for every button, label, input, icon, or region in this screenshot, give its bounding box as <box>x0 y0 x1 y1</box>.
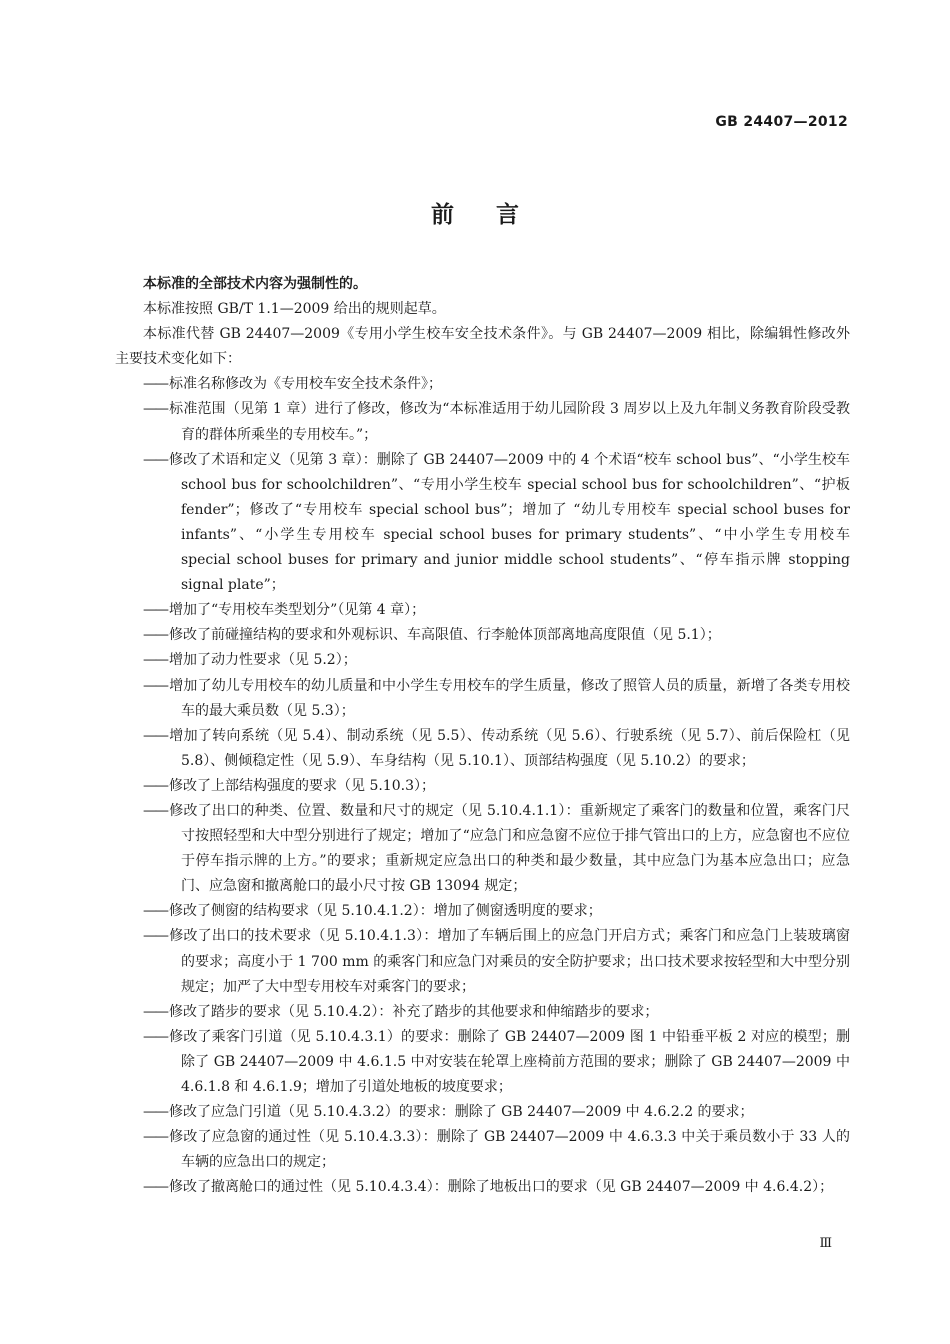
change-item-text: 修改了侧窗的结构要求（见 5.10.4.1.2）：增加了侧窗透明度的要求； <box>169 903 602 920</box>
change-item-text: 修改了前碰撞结构的要求和外观标识、车高限值、行李舱体顶部离地高度限值（见 5.1）； <box>169 627 721 644</box>
change-item-text: 标准名称修改为《专用校车安全技术条件》； <box>169 376 442 393</box>
change-item-text: 增加了动力性要求（见 5.2）； <box>169 652 357 669</box>
dash-marker: —— <box>143 376 167 393</box>
dash-marker: —— <box>143 802 167 819</box>
standard-code: GB 24407—2012 <box>715 114 848 130</box>
page-title: 前言 <box>431 202 561 228</box>
change-item <box>115 623 850 648</box>
change-item <box>115 1175 850 1200</box>
dash-marker: —— <box>143 1028 167 1045</box>
change-item <box>115 1125 850 1175</box>
change-item-text: 修改了乘客门引道（见 5.10.4.3.1）的要求：删除了 GB 24407—2009 图 1 中铅垂平板 2 对应的模型；删除了 GB 24407—2009 中 4.6.1.5 中对安装在轮罩上座椅前方范围的要求；删除了 GB 24407—2009 中 4.6.1.8 和 4.6.1.9；增加了引道处地板的坡度要求； <box>169 1028 850 1095</box>
change-item-text: 修改了踏步的要求（见 5.10.4.2）：补充了踏步的其他要求和伸缩踏步的要求； <box>169 1003 659 1020</box>
change-item-text: 修改了出口的种类、位置、数量和尺寸的规定（见 5.10.4.1.1）：重新规定了乘客门的数量和位置，乘客门尺寸按照轻型和大中型分别进行了规定；增加了“应急门和应急窗不应位于排气管出口的上方，应急窗也不应位于停车指示牌的上方。”的要求；重新规定应急出口的种类和最少数量，其中应急门为基本应急出口；应急门、应急窗和撤离舱口的最小尺寸按 GB 13094 规定； <box>169 802 850 895</box>
change-item-text: 修改了应急窗的通过性（见 5.10.4.3.3）：删除了 GB 24407—2009 中 4.6.3.3 中关于乘员数小于 33 人的车辆的应急出口的规定； <box>169 1129 850 1171</box>
change-item <box>115 598 850 623</box>
change-item <box>115 397 850 447</box>
change-item-text: 修改了术语和定义（见第 3 章）：删除了 GB 24407—2009 中的 4 个术语“校车 school bus”、“小学生校车 school bus for schoolchildren”、“专用小学生校车 special school bus for schoolchildren”、“护板 fender”；修改了“专用校车 special school bus”；增加了 “幼儿专用校车 special school buses for infants”、“小学生专用校车 special school buses for primary students”、“中小学生专用校车 special school buses for primary and junior middle school students”、“停车指示牌 stopping signal plate”； <box>169 451 850 594</box>
change-item-text: 标准范围（见第 1 章）进行了修改，修改为“本标准适用于幼儿园阶段 3 周岁以上及九年制义务教育阶段受教育的群体所乘坐的专用校车。”； <box>169 401 850 443</box>
change-item <box>115 724 850 774</box>
change-item <box>115 924 850 999</box>
change-item-text: 增加了转向系统（见 5.4）、制动系统（见 5.5）、传动系统（见 5.6）、行驶系统（见 5.7）、前后保险杠（见 5.8）、侧倾稳定性（见 5.9）、车身结构（见 5.10.1）、顶部结构强度（见 5.10.2）的要求； <box>169 727 850 769</box>
dash-marker: —— <box>143 727 167 744</box>
change-item-text: 修改了上部结构强度的要求（见 5.10.3）； <box>169 777 435 794</box>
change-item <box>115 448 850 599</box>
dash-marker: —— <box>143 1003 167 1020</box>
dash-marker: —— <box>143 903 167 920</box>
change-item-text: 增加了“专用校车类型划分”（见第 4 章）； <box>169 602 426 619</box>
change-item <box>115 1025 850 1100</box>
change-item <box>115 648 850 673</box>
change-item-text: 修改了应急门引道（见 5.10.4.3.2）的要求：删除了 GB 24407—2009 中 4.6.2.2 的要求； <box>169 1104 754 1121</box>
intro-drafting-rule: 本标准按照 GB/T 1.1—2009 给出的规则起草。 <box>143 301 446 318</box>
change-item <box>115 774 850 799</box>
intro-mandatory-statement: 本标准的全部技术内容为强制性的。 <box>143 276 367 292</box>
dash-marker: —— <box>143 677 167 694</box>
change-item <box>115 1100 850 1125</box>
dash-marker: —— <box>143 451 167 468</box>
change-item-text: 增加了幼儿专用校车的幼儿质量和中小学生专用校车的学生质量，修改了照管人员的质量，新增了各类专用校车的最大乘员数（见 5.3）； <box>169 677 850 719</box>
dash-marker: —— <box>143 401 167 418</box>
dash-marker: —— <box>143 602 167 619</box>
change-item <box>115 674 850 724</box>
page-number: Ⅲ <box>819 1236 832 1251</box>
document-body <box>115 272 850 1200</box>
dash-marker: —— <box>143 652 167 669</box>
change-item <box>115 1000 850 1025</box>
dash-marker: —— <box>143 928 167 945</box>
change-item <box>115 899 850 924</box>
change-item <box>115 799 850 899</box>
change-item-text: 修改了出口的技术要求（见 5.10.4.1.3）：增加了车辆后围上的应急门开启方式；乘客门和应急门上装玻璃窗的要求；高度小于 1 700 mm 的乘客门和应急门对乘员的安全防护要求；出口技术要求按轻型和大中型分别规定；加严了大中型专用校车对乘客门的要求； <box>169 928 850 995</box>
dash-marker: —— <box>143 1129 167 1146</box>
dash-marker: —— <box>143 777 167 794</box>
dash-marker: —— <box>143 1179 167 1196</box>
change-item-text: 修改了撤离舱口的通过性（见 5.10.4.3.4）：删除了地板出口的要求（见 GB 24407—2009 中 4.6.4.2）； <box>169 1179 834 1196</box>
dash-marker: —— <box>143 627 167 644</box>
dash-marker: —— <box>143 1104 167 1121</box>
intro-replacement-statement: 本标准代替 GB 24407—2009《专用小学生校车安全技术条件》。与 GB 24407—2009 相比，除编辑性修改外主要技术变化如下： <box>115 326 850 368</box>
change-item <box>115 372 850 397</box>
